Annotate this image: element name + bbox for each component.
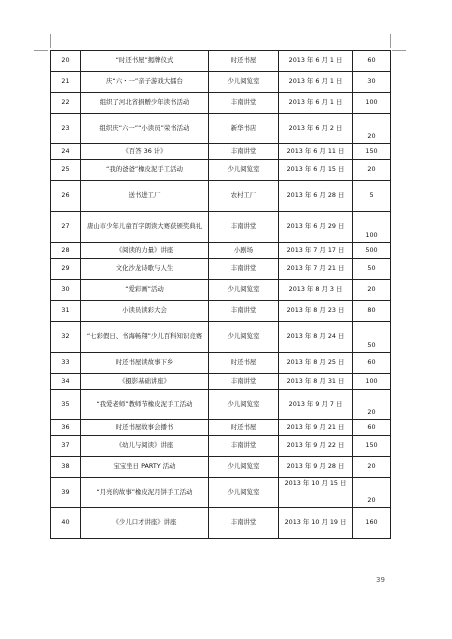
venue-cell: 少儿阅览室 — [209, 280, 279, 301]
venue-cell: 丰南讲堂 — [209, 259, 279, 280]
activity-date-cell: 2013 年 6 月 1 日 — [279, 72, 353, 93]
row-number-cell: 21 — [51, 72, 81, 93]
table-row — [51, 72, 391, 93]
participant-count-cell: 500 — [353, 243, 391, 259]
activity-date-cell: 2013 年 6 月 15 日 — [279, 160, 353, 181]
row-number-cell: 29 — [51, 259, 81, 280]
participant-count-cell: 60 — [353, 51, 391, 72]
participant-count-cell: 20 — [353, 390, 391, 420]
row-number-cell: 28 — [51, 243, 81, 259]
row-number-cell: 36 — [51, 420, 81, 436]
activity-table — [50, 50, 391, 539]
activity-name-cell: 《幼儿与阅读》讲座 — [81, 436, 209, 457]
activity-name-cell: “爱彩画”活动 — [81, 280, 209, 301]
activity-date-cell: 2013 年 7 月 17 日 — [279, 243, 353, 259]
row-number-cell: 39 — [51, 478, 81, 508]
row-number-cell: 32 — [51, 322, 81, 353]
participant-count-cell: 100 — [353, 93, 391, 114]
activity-name-cell: 唐山市少年儿童百字朗读大赛获颁奖典礼 — [81, 212, 209, 243]
row-number-cell: 26 — [51, 181, 81, 212]
participant-count-cell: 5 — [353, 181, 391, 212]
activity-date-cell: 2013 年 6 月 1 日 — [279, 93, 353, 114]
activity-name-cell: 时还书屋读故事下乡 — [81, 353, 209, 374]
activity-name-cell: 庆“六・一”亲子游戏大擂台 — [81, 72, 209, 93]
venue-cell: 少儿阅览室 — [209, 72, 279, 93]
venue-cell: 农村工厂 — [209, 181, 279, 212]
crop-mark-top-right-v — [390, 34, 391, 48]
table-row — [51, 280, 391, 301]
row-number-cell: 33 — [51, 353, 81, 374]
activity-date-cell: 2013 年 6 月 2 日 — [279, 114, 353, 144]
participant-count-cell: 100 — [353, 212, 391, 243]
participant-count-cell: 150 — [353, 436, 391, 457]
table-row — [51, 114, 391, 144]
table-row — [51, 374, 391, 390]
venue-cell: 少儿阅览室 — [209, 390, 279, 420]
venue-cell: 时还书屋 — [209, 420, 279, 436]
participant-count-cell: 50 — [353, 259, 391, 280]
activity-date-cell: 2013 年 8 月 31 日 — [279, 374, 353, 390]
participant-count-cell: 20 — [353, 160, 391, 181]
venue-cell: 小剧场 — [209, 243, 279, 259]
activity-name-cell: “时还书屋”揭牌仪式 — [81, 51, 209, 72]
table-row — [51, 478, 391, 508]
participant-count-cell: 150 — [353, 144, 391, 160]
participant-count-cell: 100 — [353, 374, 391, 390]
activity-date-cell: 2013 年 10 月 19 日 — [279, 508, 353, 539]
activity-name-cell: 《摄影基础讲座》 — [81, 374, 209, 390]
venue-cell: 少儿阅览室 — [209, 457, 279, 478]
table-row — [51, 259, 391, 280]
table-row — [51, 144, 391, 160]
participant-count-cell: 20 — [353, 457, 391, 478]
table-row — [51, 353, 391, 374]
activity-name-cell: 《百答 36 计》 — [81, 144, 209, 160]
activity-date-cell: 2013 年 8 月 3 日 — [279, 280, 353, 301]
participant-count-cell: 160 — [353, 508, 391, 539]
page-number: 39 — [376, 576, 385, 584]
venue-cell: 丰南讲堂 — [209, 436, 279, 457]
crop-mark-top-left-v — [50, 34, 51, 48]
activity-name-cell: 组织庆“六一”“小读员”荣书活动 — [81, 114, 209, 144]
participant-count-cell: 60 — [353, 353, 391, 374]
activity-name-cell: 《阅读的力量》讲座 — [81, 243, 209, 259]
table-row — [51, 160, 391, 181]
row-number-cell: 30 — [51, 280, 81, 301]
activity-date-cell: 2013 年 7 月 21 日 — [279, 259, 353, 280]
activity-date-cell: 2013 年 8 月 25 日 — [279, 353, 353, 374]
crop-mark-top-left-h — [34, 50, 48, 51]
row-number-cell: 31 — [51, 301, 81, 322]
participant-count-cell: 20 — [353, 280, 391, 301]
participant-count-cell: 30 — [353, 72, 391, 93]
activity-name-cell: 宝宝坐日 PARTY 活动 — [81, 457, 209, 478]
venue-cell: 少儿阅览室 — [209, 322, 279, 353]
venue-cell: 丰南讲堂 — [209, 144, 279, 160]
table-row — [51, 181, 391, 212]
activity-name-cell: 送书进工厂 — [81, 181, 209, 212]
row-number-cell: 25 — [51, 160, 81, 181]
activity-table-body — [51, 51, 391, 539]
activity-date-cell: 2013 年 6 月 29 日 — [279, 212, 353, 243]
venue-cell: 丰南讲堂 — [209, 301, 279, 322]
row-number-cell: 34 — [51, 374, 81, 390]
activity-date-cell: 2013 年 9 月 21 日 — [279, 420, 353, 436]
activity-name-cell: 《少儿口才讲座》讲座 — [81, 508, 209, 539]
activity-name-cell: “我的爸爸”橡皮泥手工活动 — [81, 160, 209, 181]
activity-date-cell: 2013 年 9 月 28 日 — [279, 457, 353, 478]
activity-name-cell: “七彩假日、书海畅翔”少儿百科知识竞赛 — [81, 322, 209, 353]
row-number-cell: 35 — [51, 390, 81, 420]
venue-cell: 时还书屋 — [209, 353, 279, 374]
activity-date-cell: 2013 年 6 月 28 日 — [279, 181, 353, 212]
row-number-cell: 23 — [51, 114, 81, 144]
venue-cell: 少儿阅览室 — [209, 478, 279, 508]
activity-name-cell: 组织了河北省捐赠少年读书活动 — [81, 93, 209, 114]
venue-cell: 丰南讲堂 — [209, 212, 279, 243]
activity-date-cell: 2013 年 9 月 7 日 — [279, 390, 353, 420]
activity-date-cell: 2013 年 10 月 15 日 — [279, 478, 353, 508]
table-row — [51, 51, 391, 72]
participant-count-cell: 60 — [353, 420, 391, 436]
table-row — [51, 243, 391, 259]
table-row — [51, 390, 391, 420]
row-number-cell: 27 — [51, 212, 81, 243]
activity-name-cell: 时还书屋故事会播书 — [81, 420, 209, 436]
table-row — [51, 93, 391, 114]
activity-date-cell: 2013 年 6 月 11 日 — [279, 144, 353, 160]
row-number-cell: 24 — [51, 144, 81, 160]
row-number-cell: 37 — [51, 436, 81, 457]
table-row — [51, 508, 391, 539]
table-row — [51, 420, 391, 436]
row-number-cell: 40 — [51, 508, 81, 539]
row-number-cell: 20 — [51, 51, 81, 72]
venue-cell: 丰南讲堂 — [209, 508, 279, 539]
table-row — [51, 457, 391, 478]
row-number-cell: 22 — [51, 93, 81, 114]
activity-date-cell: 2013 年 8 月 24 日 — [279, 322, 353, 353]
table-row — [51, 322, 391, 353]
activity-date-cell: 2013 年 9 月 22 日 — [279, 436, 353, 457]
crop-mark-top-right-h — [392, 50, 406, 51]
table-row — [51, 301, 391, 322]
participant-count-cell: 50 — [353, 322, 391, 353]
participant-count-cell: 20 — [353, 114, 391, 144]
venue-cell: 丰南讲堂 — [209, 374, 279, 390]
activity-name-cell: “我爱老师”教师节橡皮泥手工活动 — [81, 390, 209, 420]
participant-count-cell: 20 — [353, 478, 391, 508]
activity-date-cell: 2013 年 8 月 23 日 — [279, 301, 353, 322]
venue-cell: 丰南讲堂 — [209, 93, 279, 114]
activity-name-cell: 小读员读彩大会 — [81, 301, 209, 322]
table-row — [51, 436, 391, 457]
table-row — [51, 212, 391, 243]
row-number-cell: 38 — [51, 457, 81, 478]
participant-count-cell: 80 — [353, 301, 391, 322]
activity-name-cell: “月亮的故事”橡皮泥月饼手工活动 — [81, 478, 209, 508]
venue-cell: 时还书屋 — [209, 51, 279, 72]
venue-cell: 新华书店 — [209, 114, 279, 144]
activity-date-cell: 2013 年 6 月 1 日 — [279, 51, 353, 72]
activity-name-cell: 文化沙龙诗歌与人生 — [81, 259, 209, 280]
venue-cell: 少儿阅览室 — [209, 160, 279, 181]
